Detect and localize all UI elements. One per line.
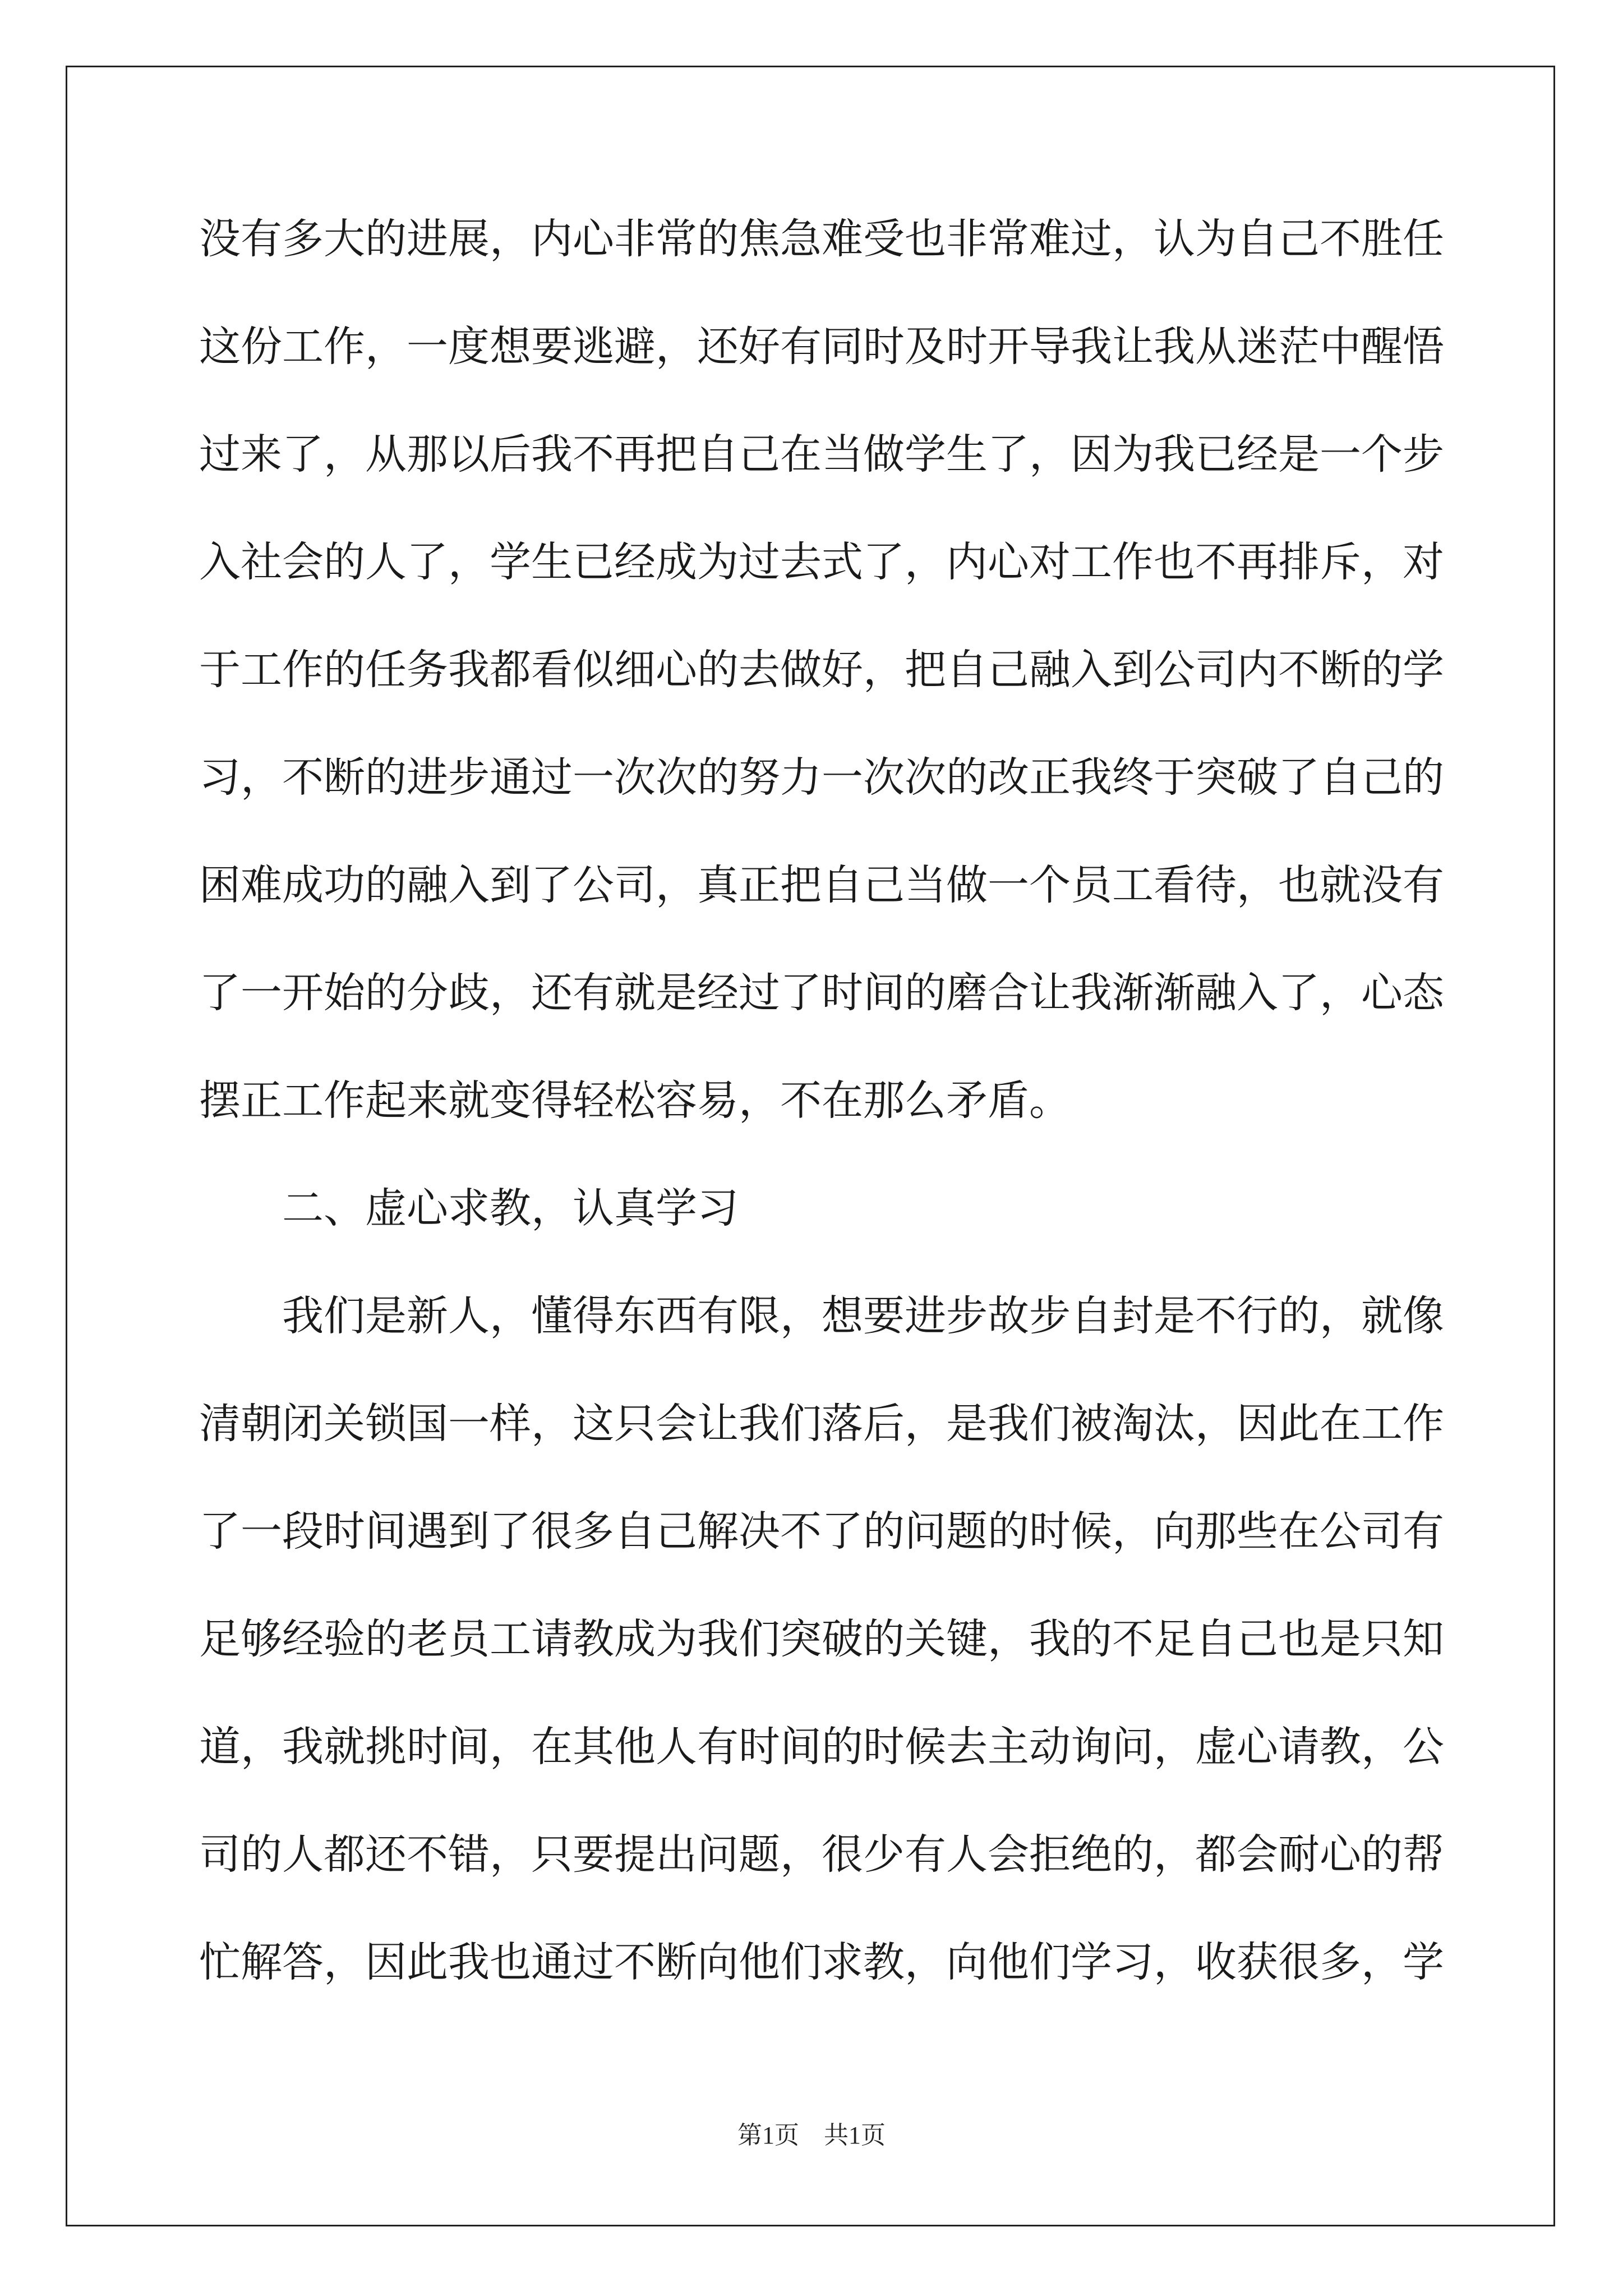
text-line: 习，不断的进步通过一次次的努力一次次的改正我终于突破了自己的 bbox=[199, 753, 1444, 802]
text-line: 没有多大的进展，内心非常的焦急难受也非常难过，认为自己不胜任 bbox=[199, 215, 1444, 263]
text-line: 道，我就挑时间，在其他人有时间的时候去主动询问，虚心请教，公 bbox=[199, 1723, 1444, 1771]
document-body bbox=[199, 208, 1444, 2039]
paragraph-1 bbox=[199, 208, 1444, 1177]
paragraph-2 bbox=[199, 1285, 1444, 2039]
text-line: 入社会的人了，学生已经成为过去式了，内心对工作也不再排斥，对 bbox=[199, 538, 1444, 586]
text-line: 于工作的任务我都看似细心的去做好，把自己融入到公司内不断的学 bbox=[199, 646, 1444, 694]
text-line: 摆正工作起来就变得轻松容易，不在那么矛盾。 bbox=[199, 1076, 1071, 1125]
text-line: 了一开始的分歧，还有就是经过了时间的磨合让我渐渐融入了，心态 bbox=[199, 969, 1444, 1017]
text-line: 过来了，从那以后我不再把自己在当做学生了，因为我已经是一个步 bbox=[199, 430, 1444, 478]
text-line: 司的人都还不错，只要提出问题，很少有人会拒绝的，都会耐心的帮 bbox=[199, 1830, 1444, 1879]
text-line: 我们是新人，懂得东西有限，想要进步故步自封是不行的，就像 bbox=[282, 1292, 1444, 1340]
text-line: 足够经验的老员工请教成为我们突破的关键，我的不足自己也是只知 bbox=[199, 1615, 1444, 1663]
text-line: 了一段时间遇到了很多自己解决不了的问题的时候，向那些在公司有 bbox=[199, 1507, 1444, 1556]
text-line: 困难成功的融入到了公司，真正把自己当做一个员工看待，也就没有 bbox=[199, 861, 1444, 909]
page-number-footer: 第1页 共1页 bbox=[737, 2122, 886, 2149]
text-line: 清朝闭关锁国一样，这只会让我们落后，是我们被淘汰，因此在工作 bbox=[199, 1400, 1444, 1448]
text-line: 忙解答，因此我也通过不断向他们求教，向他们学习，收获很多，学 bbox=[199, 1938, 1444, 1986]
text-line: 这份工作，一度想要逃避，还好有同时及时开导我让我从迷茫中醒悟 bbox=[199, 323, 1444, 371]
section-heading: 二、虚心求教，认真学习 bbox=[282, 1184, 739, 1232]
